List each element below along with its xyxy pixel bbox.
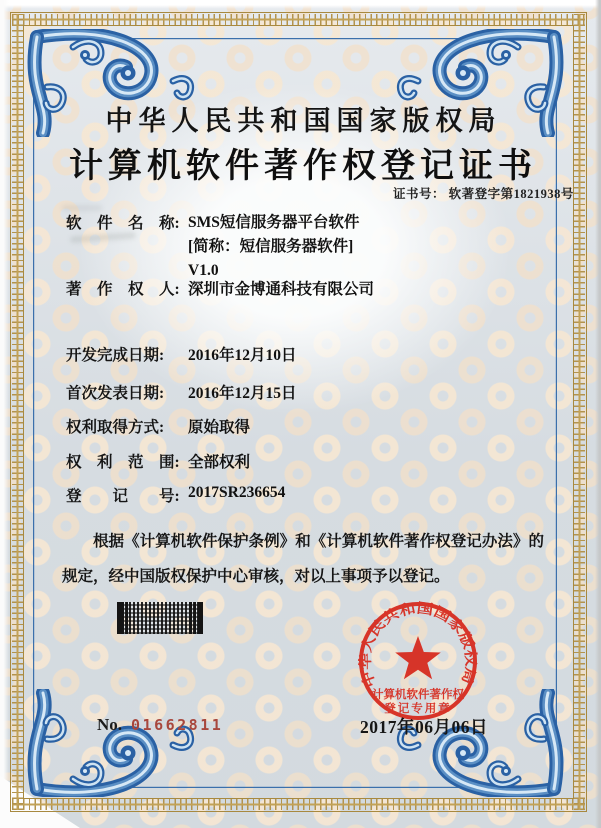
software-name-line1: SMS短信服务器平台软件 bbox=[188, 214, 360, 231]
seal-arc-text: 中华人民共和国国家版权局 bbox=[358, 601, 478, 690]
field-label: 著 作 权 人: bbox=[66, 281, 180, 298]
software-version: V1.0 bbox=[188, 262, 219, 279]
field-label: 登 记 号: bbox=[66, 488, 180, 505]
seal-text-line1: 计算机软件著作权 bbox=[372, 689, 464, 701]
field-value: 2016年12月10日 bbox=[188, 347, 297, 364]
field-label: 开发完成日期: bbox=[66, 347, 165, 364]
field-registration-no bbox=[66, 484, 285, 506]
certificate-number-line bbox=[393, 184, 574, 202]
field-label: 软 件 名 称: bbox=[66, 215, 180, 232]
field-rights-scope bbox=[66, 450, 250, 472]
field-value: 原始取得 bbox=[188, 419, 251, 436]
seal-date: 2017年06月06日 bbox=[360, 717, 488, 737]
gold-border-top bbox=[12, 14, 585, 25]
field-rights-acquisition bbox=[66, 415, 250, 437]
serial-prefix: No. bbox=[97, 715, 123, 734]
field-value: 2017SR236654 bbox=[188, 484, 286, 501]
field-dev-complete-date bbox=[66, 343, 297, 365]
field-copyright-owner bbox=[66, 277, 374, 299]
serial-number: 01662811 bbox=[131, 716, 224, 734]
official-seal bbox=[347, 590, 489, 732]
field-value: 深圳市金博通科技有限公司 bbox=[188, 281, 375, 298]
software-name-line2: [简称：短信服务器软件] bbox=[188, 238, 354, 255]
field-first-publish-date bbox=[66, 381, 297, 403]
issuer-title: 中华人民共和国国家版权局 bbox=[105, 106, 502, 136]
field-label: 权 利 范 围: bbox=[66, 454, 180, 471]
gold-border-bottom bbox=[12, 799, 585, 810]
field-value: 全部权利 bbox=[188, 454, 251, 471]
photo-edge-top bbox=[0, 0, 601, 9]
field-label: 权利取得方式: bbox=[66, 419, 165, 436]
barcode bbox=[117, 602, 203, 634]
field-value bbox=[188, 211, 359, 283]
seal-text-line2: 登记专用章 bbox=[384, 703, 452, 715]
certificate-title: 计算机软件著作权登记证书 bbox=[69, 148, 537, 185]
registration-statement: 根据《计算机软件保护条例》和《计算机软件著作权登记办法》的规定，经中国版权保护中心审核，对以上事项予以登记。 bbox=[62, 533, 544, 585]
corner-flourish-icon bbox=[27, 689, 195, 797]
serial-number-line bbox=[97, 715, 223, 735]
field-label: 首次发表日期: bbox=[66, 385, 165, 402]
field-value: 2016年12月15日 bbox=[188, 385, 297, 402]
certificate-number-label: 证书号： bbox=[393, 187, 446, 201]
certificate-number-value: 软著登字第1821938号 bbox=[448, 187, 574, 201]
seal-star-icon bbox=[395, 636, 441, 679]
field-software-name bbox=[66, 211, 359, 283]
